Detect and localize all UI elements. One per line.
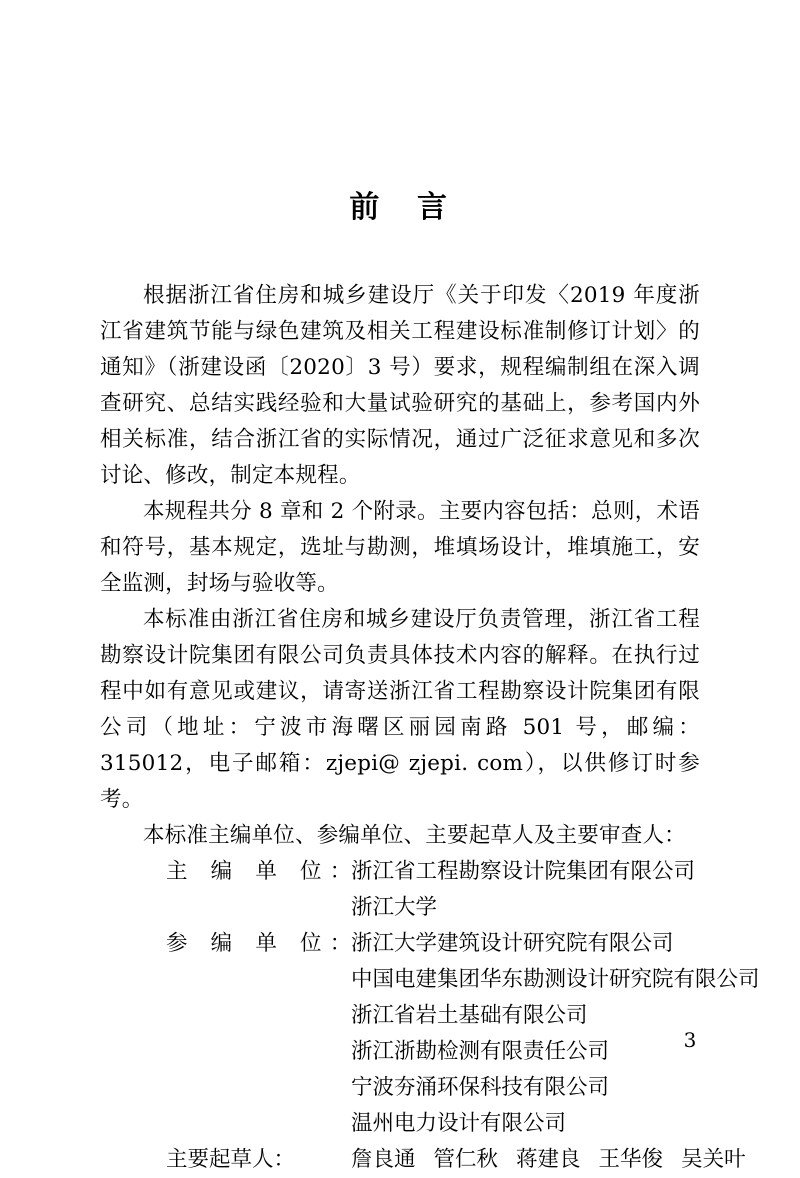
drafter-name: 吴关叶 bbox=[681, 1147, 746, 1172]
roster-row-chief-editor bbox=[100, 854, 700, 890]
roster-row-participating-editor-6 bbox=[100, 1106, 700, 1142]
roster-label-participating-editor: 参 编 单 位： bbox=[166, 931, 352, 956]
roster-row-chief-editor-2 bbox=[100, 890, 700, 926]
page-title-char-1: 前 bbox=[349, 190, 383, 225]
roster-row-participating-editor-2 bbox=[100, 962, 760, 998]
paragraph-basis: 根据浙江省住房和城乡建设厅《关于印发〈2019 年度浙江省建筑节能与绿色建筑及相关工程建设标准制修订计划〉的通知》（浙建设函〔2020〕3 号）要求，规程编制组在深入调查研究、总结实践经验和大量试验研究的基础上，参考国内外相关标准，结合浙江省的实际情况，通过广泛征求意见和多次讨论、修改，制定本规程。 bbox=[100, 283, 700, 488]
roster-row-participating-editor bbox=[100, 926, 700, 962]
roster-label-main-drafters: 主要起草人： bbox=[166, 1147, 296, 1172]
roster-value: 浙江浙勘检测有限责任公司 bbox=[351, 1039, 610, 1064]
paragraph-administration: 本标准由浙江省住房和城乡建设厅负责管理，浙江省工程勘察设计院集团有限公司负责具体技术内容的解释。在执行过程中如有意见或建议，请寄送浙江省工程勘察设计院集团有限公司（地址：宁波市海曙区丽园南路 501 号，邮编：315012，电子邮箱：zjepi@ zjepi. com），以供修订时参考。 bbox=[100, 607, 700, 812]
roster-value: 浙江大学 bbox=[351, 895, 438, 920]
roster-list bbox=[100, 854, 760, 1178]
roster-value: 浙江大学建筑设计研究院有限公司 bbox=[351, 931, 674, 956]
paragraph-contents: 本规程共分 8 章和 2 个附录。主要内容包括：总则，术语和符号，基本规定，选址与勘测，堆填场设计，堆填施工，安全监测，封场与验收等。 bbox=[100, 499, 700, 596]
roster-value: 浙江省岩土基础有限公司 bbox=[351, 1003, 588, 1028]
roster-value: 中国电建集团华东勘测设计研究院有限公司 bbox=[351, 967, 760, 992]
roster-value: 浙江省工程勘察设计院集团有限公司 bbox=[351, 859, 696, 884]
roster-value: 宁波夯涌环保科技有限公司 bbox=[351, 1075, 610, 1100]
page-number: 3 bbox=[683, 1028, 697, 1052]
drafter-name: 王华俊 bbox=[598, 1147, 664, 1172]
roster-value: 温州电力设计有限公司 bbox=[351, 1111, 567, 1136]
roster-row-main-drafters bbox=[100, 1142, 746, 1178]
drafter-name: 詹良通 bbox=[351, 1147, 416, 1172]
paragraph-roster-intro: 本标准主编单位、参编单位、主要起草人及主要审查人： bbox=[143, 823, 686, 848]
page-title-char-2: 言 bbox=[417, 190, 451, 225]
drafter-name: 蒋建良 bbox=[516, 1147, 581, 1172]
drafter-name: 管仁秋 bbox=[433, 1147, 499, 1172]
roster-label-chief-editor: 主 编 单 位： bbox=[166, 859, 352, 884]
roster-row-participating-editor-5 bbox=[100, 1070, 700, 1106]
page-title bbox=[0, 182, 800, 226]
roster-value-drafter-names bbox=[351, 1142, 746, 1178]
